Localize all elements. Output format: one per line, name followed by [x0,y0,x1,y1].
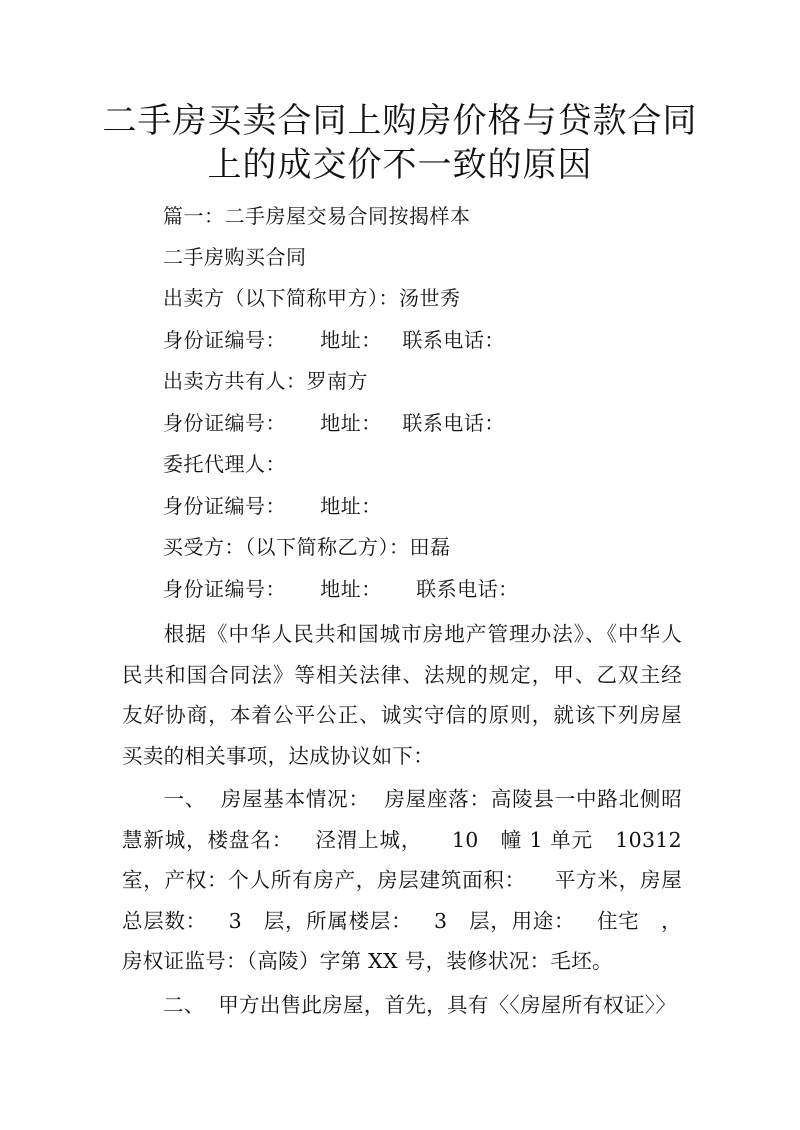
buyer-line: 买受方：（以下简称乙方）：田磊 [163,535,451,559]
clause-two-text: 二、 甲方出售此房屋，首先，具有〈〈房屋所有权证〉〉 [163,993,677,1017]
preamble-text: 根据《中华人民共和国城市房地产管理办法》、《中华人民共和国合同法》等相关法律、法规的规定，甲、乙双主经友好协商，本着公平公正、诚实守信的原则，就该下列房屋买卖的相关事项，达成协议如下： [122,622,682,768]
document-title-line-1: 二手房买卖合同上购房价格与贷款合同 [102,101,698,141]
coowner-id-line: 身份证编号： 地址： 联系电话： [163,411,505,435]
contract-name: 二手房购买合同 [163,245,307,269]
seller-id-line: 身份证编号： 地址： 联系电话： [163,328,505,352]
seller-line: 出卖方（以下简称甲方）：汤世秀 [163,286,461,310]
document-title-line-2: 上的成交价不一致的原因 [207,145,593,185]
section-heading: 篇一：二手房屋交易合同按揭样本 [163,204,471,228]
buyer-id-line: 身份证编号： 地址： 联系电话： [163,577,519,601]
agent-line: 委托代理人： [163,452,286,476]
clause-one-text: 一、 房屋基本情况： 房屋座落：高陵县一中路北侧昭慧新城，楼盘名： 泾渭上城， 10 幢 1 单元 10312 室，产权：个人所有房产，房层建筑面积： 平方米，房屋总层数： 3 层，所属楼层： 3 层，用途： 住宅 ，房权证监号：（高陵）字第 XX 号，装修状况：毛坯。 [122,787,689,973]
preamble-paragraph [122,614,682,776]
agent-id-line: 身份证编号： 地址： [163,494,382,518]
clause-two-paragraph [122,985,682,1026]
clause-one-paragraph [122,779,689,982]
seller-coowner-line: 出卖方共有人：罗南方 [163,369,368,393]
